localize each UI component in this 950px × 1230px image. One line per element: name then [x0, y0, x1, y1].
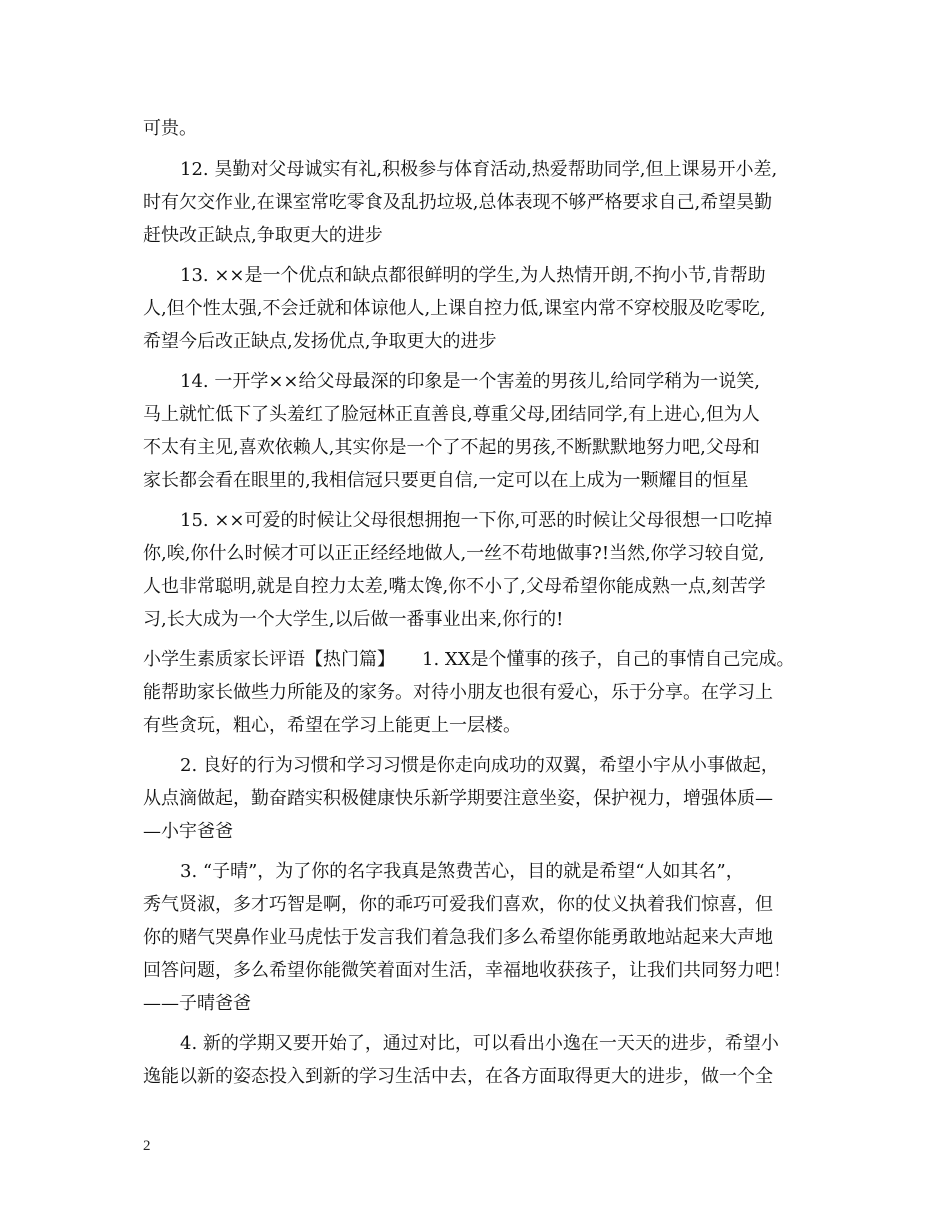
section-heading-line: 小学生素质家长评语【热门篇】 1. XX是个懂事的孩子，自己的事情自己完成。	[143, 649, 795, 670]
text-line: 从点滴做起，勤奋踏实积极健康快乐新学期要注意坐姿，保护视力，增强体质—	[143, 788, 773, 809]
text-line: 能帮助家长做些力所能及的家务。对待小朋友也很有爱心，乐于分享。在学习上	[143, 682, 773, 703]
text-line: 人,但个性太强,不会迁就和体谅他人,上课自控力低,课室内常不穿校服及吃零吃,	[143, 298, 766, 319]
text-line: 回答问题，多么希望你能微笑着面对生活，幸福地收获孩子，让我们共同努力吧！	[143, 960, 791, 981]
paragraph-2-start: 2. 良好的行为习惯和学习习惯是你走向成功的双翼，希望小宇从小事做起，	[180, 755, 779, 776]
text-line: 马上就忙低下了头羞红了脸冠林正直善良,尊重父母,团结同学,有上进心,但为人	[143, 404, 760, 425]
text-line: 你,唉,你什么时候才可以正正经经地做人,一丝不苟地做事?!当然,你学习较自觉,	[143, 543, 765, 564]
text-line: 秀气贤淑，多才巧智是啊，你的乖巧可爱我们喜欢，你的仗义执着我们惊喜，但	[143, 894, 773, 915]
text-line: 不太有主见,喜欢依赖人,其实你是一个了不起的男孩,不断默默地努力吧,父母和	[143, 437, 760, 458]
text-line: —小宇爸爸	[143, 821, 233, 842]
text-line: 家长都会看在眼里的,我相信冠只要更自信,一定可以在上成为一颗耀目的恒星	[143, 470, 749, 491]
paragraph-4-start: 4. 新的学期又要开始了，通过对比，可以看出小逸在一天天的进步，希望小	[180, 1033, 779, 1054]
text-line: 习,长大成为一个大学生,以后做一番事业出来,你行的!	[143, 609, 564, 630]
paragraph-12-start: 12. 昊勤对父母诚实有礼,积极参与体育活动,热爱帮助同学,但上课易开小差,	[180, 159, 778, 180]
text-line: 时有欠交作业,在课室常吃零食及乱扔垃圾,总体表现不够严格要求自己,希望昊勤	[143, 192, 773, 213]
paragraph-13-start: 13. ××是一个优点和缺点都很鲜明的学生,为人热情开朗,不拘小节,肯帮助	[180, 265, 766, 286]
page-number: 2	[143, 1138, 151, 1154]
text-line: 逸能以新的姿态投入到新的学习生活中去，在各方面取得更大的进步，做一个全	[143, 1066, 773, 1087]
text-line: 人也非常聪明,就是自控力太差,嘴太馋,你不小了,父母希望你能成熟一点,刻苦学	[143, 576, 766, 597]
text-line: 希望今后改正缺点,发扬优点,争取更大的进步	[143, 331, 497, 352]
text-line: 有些贪玩，粗心，希望在学习上能更上一层楼。	[143, 715, 521, 736]
text-line: ——子晴爸爸	[143, 993, 251, 1014]
text-line: 赶快改正缺点,争取更大的进步	[143, 225, 383, 246]
paragraph-3-start: 3. “子晴”，为了你的名字我真是煞费苦心，目的就是希望“人如其名”，	[180, 861, 744, 882]
paragraph-15-start: 15. ××可爱的时候让父母很想拥抱一下你,可恶的时候让父母很想一口吃掉	[180, 510, 773, 531]
text-line: 你的赌气哭鼻作业马虎怯于发言我们着急我们多么希望你能勇敢地站起来大声地	[143, 927, 773, 948]
text-line: 可贵。	[143, 118, 197, 139]
paragraph-14-start: 14. 一开学××给父母最深的印象是一个害羞的男孩儿,给同学稍为一说笑,	[180, 371, 760, 392]
